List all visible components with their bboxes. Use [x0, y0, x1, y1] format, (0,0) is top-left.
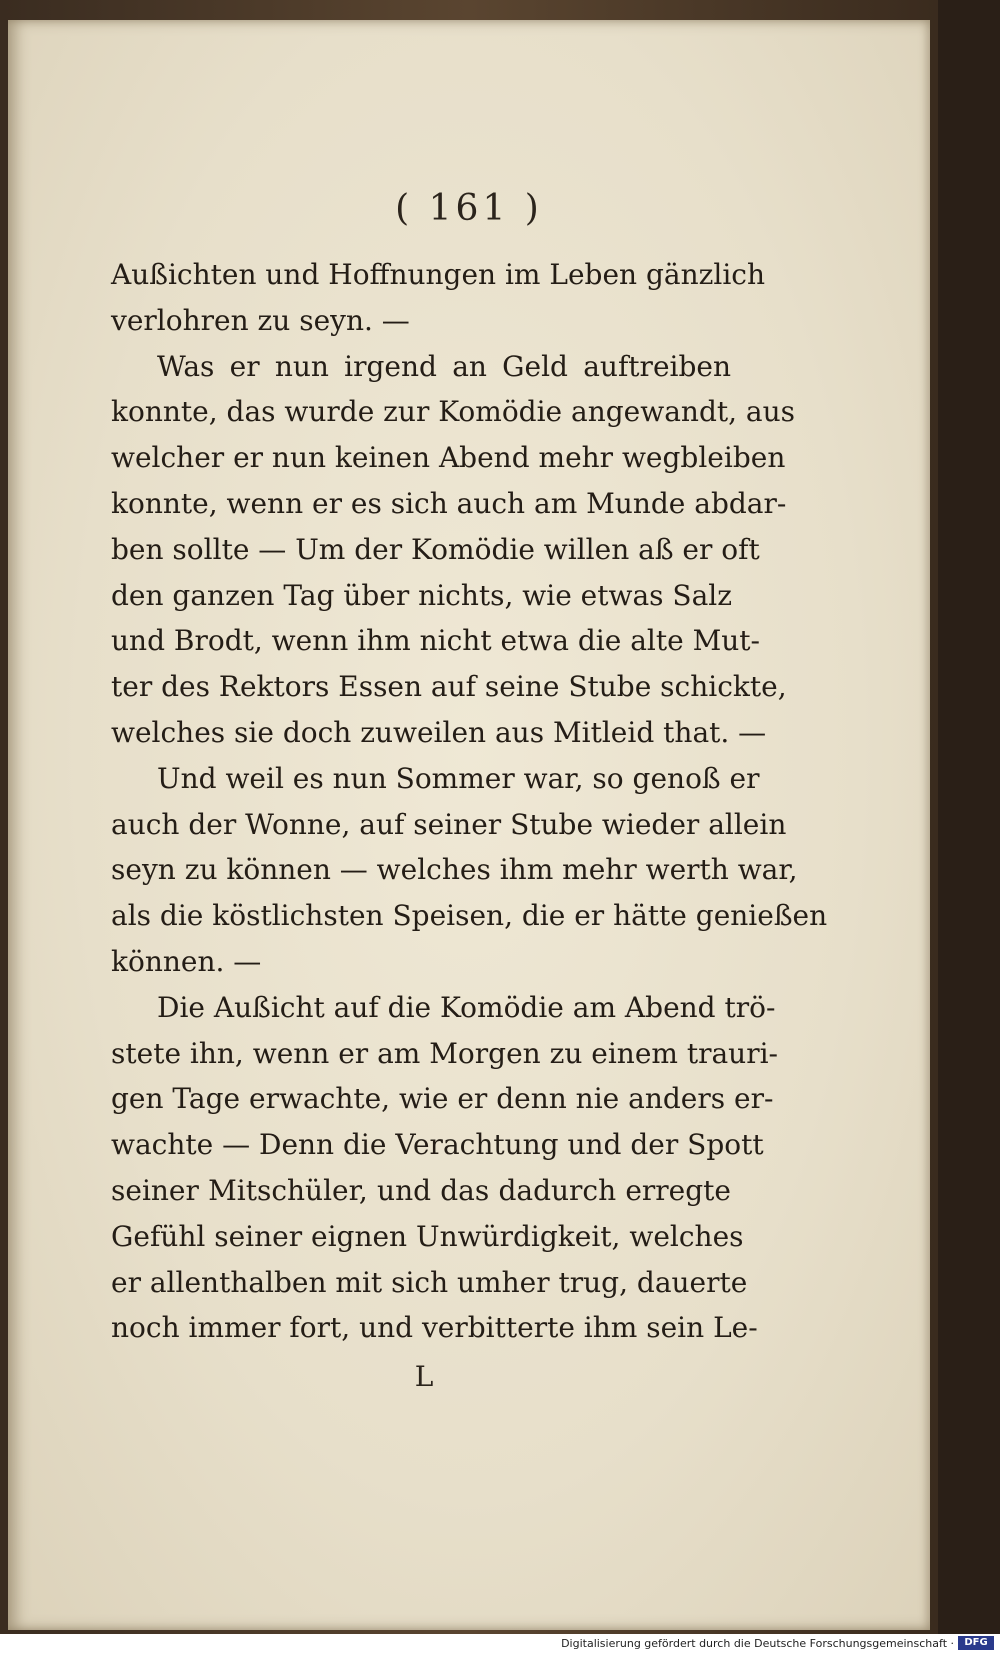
- text-line: gen Tage erwachte, wie er denn nie anders er-: [111, 1082, 774, 1116]
- text-line: welcher er nun keinen Abend mehr wegbleiben: [111, 441, 786, 475]
- text-line: Gefühl seiner eignen Unwürdigkeit, welches: [111, 1219, 744, 1253]
- body-text: [111, 252, 828, 1351]
- page-number: ( 161 ): [395, 188, 543, 229]
- text-line: Die Außicht auf die Komödie am Abend trö-: [157, 990, 776, 1024]
- funding-credit: Digitalisierung gefördert durch die Deutsche Forschungsgemeinschaft ·: [561, 1637, 954, 1650]
- text-line: Und weil es nun Sommer war, so genoß er: [157, 761, 760, 795]
- text-line: auch der Wonne, auf seiner Stube wieder allein: [111, 807, 787, 841]
- text-line: stete ihn, wenn er am Morgen zu einem trauri-: [111, 1036, 779, 1070]
- text-line: noch immer fort, und verbitterte ihm sein Le-: [111, 1311, 758, 1345]
- catchword: L: [414, 1360, 434, 1393]
- text-line: als die köstlichsten Speisen, die er hätte genießen: [111, 899, 828, 933]
- text-line: wachte — Denn die Verachtung und der Spott: [111, 1128, 764, 1162]
- text-line: verlohren zu seyn. —: [111, 303, 410, 337]
- text-line: seyn zu können — welches ihm mehr werth war,: [111, 853, 798, 887]
- dfg-logo: DFG: [958, 1636, 994, 1650]
- text-line: ter des Rektors Essen auf seine Stube schickte,: [111, 670, 787, 704]
- text-line: den ganzen Tag über nichts, wie etwas Salz: [111, 578, 733, 612]
- text-line: Außichten und Hoffnungen im Leben gänzlich: [111, 258, 765, 291]
- text-line: Was er nun irgend an Geld auftreiben: [157, 349, 731, 383]
- text-line: und Brodt, wenn ihm nicht etwa die alte Mut-: [111, 624, 761, 658]
- text-line: ben sollte — Um der Komödie willen aß er oft: [111, 532, 760, 566]
- book-page: [8, 20, 930, 1630]
- text-line: er allenthalben mit sich umher trug, dauerte: [111, 1265, 748, 1299]
- text-line: welches sie doch zuweilen aus Mitleid that. —: [111, 715, 767, 749]
- text-line: konnte, wenn er es sich auch am Munde abdar-: [111, 486, 787, 520]
- text-line: konnte, das wurde zur Komödie angewandt, aus: [111, 395, 796, 429]
- text-line: können. —: [111, 944, 262, 978]
- text-line: seiner Mitschüler, und das dadurch erregte: [111, 1173, 731, 1207]
